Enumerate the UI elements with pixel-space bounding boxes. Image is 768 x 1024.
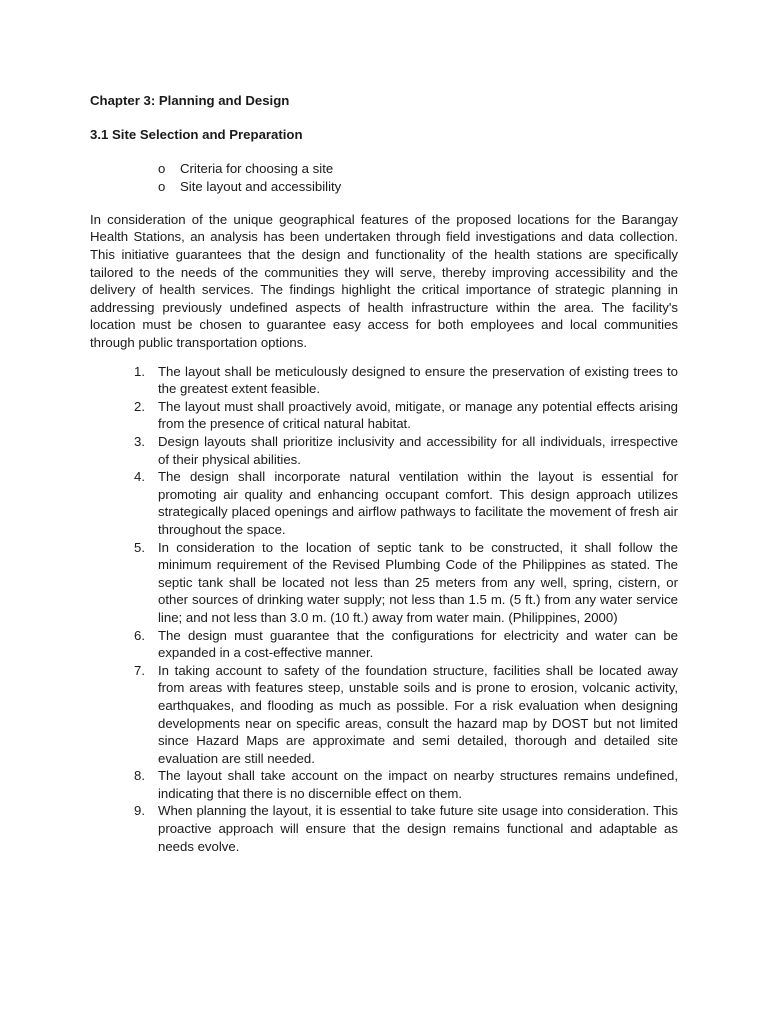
list-item xyxy=(90,539,678,627)
list-item xyxy=(90,662,678,768)
list-item xyxy=(90,802,678,855)
item-number: 7. xyxy=(134,662,145,678)
numbered-list xyxy=(90,363,678,856)
item-number: 5. xyxy=(134,539,145,555)
list-item xyxy=(90,398,678,433)
item-number: 3. xyxy=(134,434,145,449)
item-number: 9. xyxy=(134,803,145,819)
list-item xyxy=(90,468,678,538)
item-number: 4. xyxy=(134,469,145,485)
bullet-list xyxy=(90,160,678,195)
item-text: The layout shall be meticulously designed to ensure the preservation of existing trees to the greatest extent feasible. xyxy=(158,363,678,397)
bullet-item xyxy=(90,178,678,196)
item-text: The layout shall take account on the impact on nearby structures remains undefined, indicating that there is no discernible effect on them. xyxy=(158,768,678,801)
chapter-title: Chapter 3: Planning and Design xyxy=(90,93,290,108)
item-number: 1. xyxy=(134,363,145,379)
item-text: In taking account to safety of the foundation structure, facilities shall be located away from areas with features steep, unstable soils and is prone to erosion, volcanic activity, earthquakes, and flooding as much as possible. For a risk evaluation when designing developments near on specific areas, consult the hazard map by DOST but not limited since Hazard Maps are approximate and semi detailed, thorough and detailed site evaluation are still needed. xyxy=(158,662,678,766)
list-item xyxy=(90,627,678,662)
item-number: 2. xyxy=(134,398,145,414)
bullet-text: Site layout and accessibility xyxy=(180,178,342,194)
item-text: When planning the layout, it is essential to take future site usage into consideration. This proactive approach will ensure that the design remains functional and adaptable as needs evolve. xyxy=(158,803,678,854)
section-title: 3.1 Site Selection and Preparation xyxy=(90,127,303,143)
item-text: The design shall incorporate natural ventilation within the layout is essential for promoting air quality and enhancing occupant comfort. This design approach utilizes strategically placed openings and airflow pathways to facilitate the movement of fresh air throughout the space. xyxy=(158,469,678,537)
item-text: The design must guarantee that the configurations for electricity and water can be expanded in a cost-effective manner. xyxy=(158,627,678,661)
item-text: The layout must shall proactively avoid, mitigate, or manage any potential effects arising from the presence of critical natural habitat. xyxy=(158,398,678,432)
intro-paragraph: In consideration of the unique geographical features of the proposed locations for the Barangay Health Stations, an analysis has been undertaken through field investigations and data collection. This initiative guarantees that the design and functionality of the health stations are specifically tailored to the needs of the communities they will serve, thereby improving accessibility and the delivery of health services. The findings highlight the critical importance of strategic planning in addressing previously undefined aspects of health infrastructure within the area. The facility's location must be chosen to guarantee easy access for both employees and local communities through public transportation options. xyxy=(90,211,678,351)
item-text: In consideration to the location of septic tank to be constructed, it shall follow the minimum requirement of the Revised Plumbing Code of the Philippines as stated. The septic tank shall be located not less than 25 meters from any well, spring, cistern, or other sources of drinking water supply; not less than 1.5 m. (5 ft.) from any water service line; and not less than 3.0 m. (10 ft.) away from water main. (Philippines, 2000) xyxy=(158,539,678,625)
bullet-text: Criteria for choosing a site xyxy=(180,161,334,177)
item-number: 8. xyxy=(134,768,145,784)
list-item xyxy=(90,767,678,802)
list-item xyxy=(90,363,678,398)
document-page xyxy=(90,92,678,855)
item-number: 6. xyxy=(134,627,145,643)
bullet-marker: o xyxy=(158,178,166,194)
list-item xyxy=(90,433,678,468)
bullet-item xyxy=(90,160,678,178)
bullet-marker: o xyxy=(158,161,166,177)
item-text: Design layouts shall prioritize inclusivity and accessibility for all individuals, irrespective of their physical abilities. xyxy=(158,434,678,467)
